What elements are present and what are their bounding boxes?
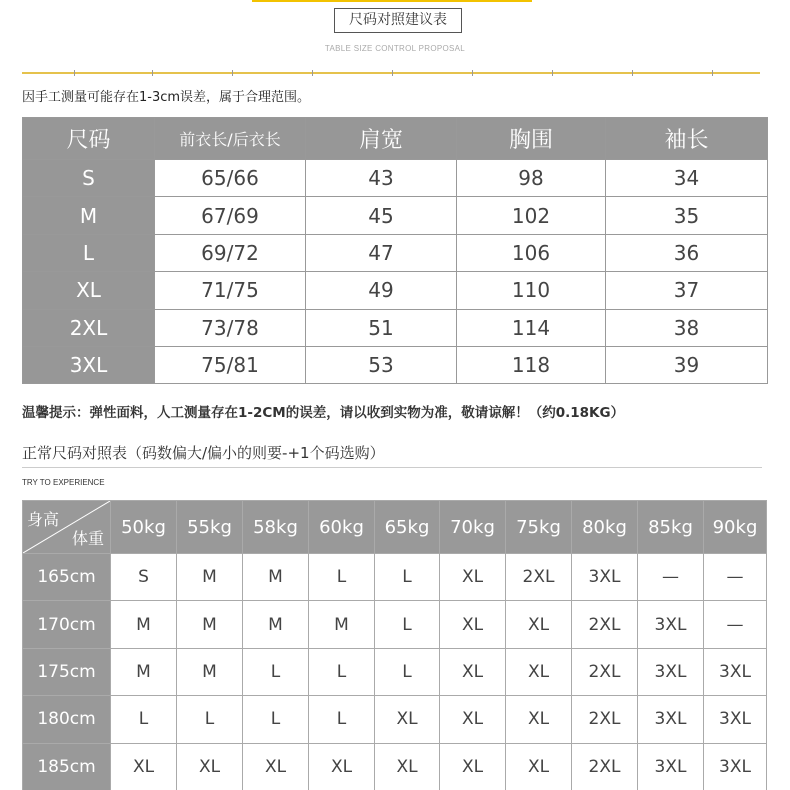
corner-weight-label: 体重: [71, 529, 104, 548]
warm-tip: 温馨提示：弹性面料，人工测量存在1-2CM的误差，请以收到实物为准，敬请谅解！（约0.18KG）: [22, 405, 625, 421]
recommended-size-cell: 3XL: [572, 554, 638, 601]
recommended-size-cell: L: [309, 696, 375, 743]
cell-chest: 110: [457, 272, 606, 309]
recommended-size-cell: S: [111, 554, 177, 601]
recommended-size-cell: XL: [506, 601, 572, 648]
table-row: [23, 197, 768, 234]
recommended-size-cell: XL: [375, 696, 440, 743]
recommended-size-cell: 2XL: [572, 648, 638, 695]
cell-size: XL: [23, 272, 155, 309]
try-label: TRY TO EXPERIENCE: [22, 478, 105, 487]
recommended-size-cell: M: [111, 601, 177, 648]
recommended-size-cell: XL: [440, 601, 506, 648]
measurement-note: 因手工测量可能存在1-3cm误差，属于合理范围。: [22, 90, 311, 105]
top-accent-line: [252, 0, 532, 2]
recommended-size-cell: 3XL: [638, 648, 704, 695]
cell-length: 75/81: [155, 346, 306, 383]
page-title: 尺码对照建议表: [334, 8, 462, 33]
header-length: 前衣长/后衣长: [155, 118, 306, 160]
recommendation-table: [22, 500, 767, 790]
size-table: [22, 117, 768, 384]
recommended-size-cell: 3XL: [704, 648, 767, 695]
recommended-size-cell: M: [111, 648, 177, 695]
recommended-size-cell: XL: [506, 743, 572, 790]
table-row: [23, 554, 767, 601]
section-divider: [22, 467, 762, 468]
cell-sleeve: 36: [606, 234, 768, 271]
recommended-size-cell: L: [375, 601, 440, 648]
cell-shoulder: 49: [306, 272, 457, 309]
cell-size: L: [23, 234, 155, 271]
recommended-size-cell: M: [177, 648, 243, 695]
recommended-size-cell: XL: [506, 648, 572, 695]
height-label: 180cm: [23, 696, 111, 743]
table-row: [23, 272, 768, 309]
cell-chest: 102: [457, 197, 606, 234]
recommended-size-cell: XL: [440, 648, 506, 695]
cell-length: 67/69: [155, 197, 306, 234]
recommended-size-cell: XL: [440, 554, 506, 601]
recommended-size-cell: 3XL: [704, 743, 767, 790]
table-row: [23, 601, 767, 648]
size-table-header: [23, 118, 768, 160]
table-row: [23, 648, 767, 695]
cell-size: 2XL: [23, 309, 155, 346]
page-subtitle: TABLE SIZE CONTROL PROPOSAL: [324, 44, 466, 53]
recommended-size-cell: L: [177, 696, 243, 743]
table-row: [23, 743, 767, 790]
cell-length: 71/75: [155, 272, 306, 309]
weight-header: 70kg: [440, 501, 506, 554]
recommended-size-cell: L: [309, 554, 375, 601]
cell-size: 3XL: [23, 346, 155, 383]
corner-cell: [23, 501, 111, 554]
recommended-size-cell: L: [243, 696, 309, 743]
recommended-size-cell: 3XL: [638, 743, 704, 790]
recommendation-header: [23, 501, 767, 554]
recommended-size-cell: 3XL: [704, 696, 767, 743]
height-label: 165cm: [23, 554, 111, 601]
recommended-size-cell: M: [177, 554, 243, 601]
recommended-size-cell: XL: [440, 696, 506, 743]
weight-header: 50kg: [111, 501, 177, 554]
recommended-size-cell: 3XL: [638, 601, 704, 648]
recommended-size-cell: M: [243, 601, 309, 648]
ruler-ticks: [22, 70, 760, 76]
cell-sleeve: 39: [606, 346, 768, 383]
cell-length: 65/66: [155, 160, 306, 197]
weight-header: 85kg: [638, 501, 704, 554]
recommended-size-cell: 2XL: [572, 743, 638, 790]
weight-header: 90kg: [704, 501, 767, 554]
recommended-size-cell: M: [243, 554, 309, 601]
cell-length: 73/78: [155, 309, 306, 346]
cell-size: S: [23, 160, 155, 197]
table-row: [23, 346, 768, 383]
table-row: [23, 696, 767, 743]
header-chest: 胸围: [457, 118, 606, 160]
cell-sleeve: 37: [606, 272, 768, 309]
cell-chest: 118: [457, 346, 606, 383]
weight-header: 58kg: [243, 501, 309, 554]
table-row: [23, 160, 768, 197]
cell-length: 69/72: [155, 234, 306, 271]
recommended-size-cell: XL: [309, 743, 375, 790]
cell-chest: 106: [457, 234, 606, 271]
header-size: 尺码: [23, 118, 155, 160]
recommended-size-cell: L: [375, 648, 440, 695]
normal-size-heading: 正常尺码对照表（码数偏大/偏小的则要-+1个码选购）: [22, 444, 385, 462]
recommended-size-cell: 2XL: [572, 696, 638, 743]
recommended-size-cell: L: [375, 554, 440, 601]
recommended-size-cell: M: [177, 601, 243, 648]
cell-sleeve: 35: [606, 197, 768, 234]
table-row: [23, 234, 768, 271]
corner-height-label: 身高: [27, 510, 60, 529]
height-label: 170cm: [23, 601, 111, 648]
cell-chest: 114: [457, 309, 606, 346]
weight-header: 60kg: [309, 501, 375, 554]
cell-shoulder: 53: [306, 346, 457, 383]
recommended-size-cell: 2XL: [572, 601, 638, 648]
cell-shoulder: 43: [306, 160, 457, 197]
weight-header: 65kg: [375, 501, 440, 554]
cell-shoulder: 45: [306, 197, 457, 234]
recommended-size-cell: XL: [177, 743, 243, 790]
recommended-size-cell: 2XL: [506, 554, 572, 601]
recommended-size-cell: L: [111, 696, 177, 743]
recommended-size-cell: XL: [375, 743, 440, 790]
recommended-size-cell: M: [309, 601, 375, 648]
cell-sleeve: 34: [606, 160, 768, 197]
recommended-size-cell: XL: [243, 743, 309, 790]
height-label: 175cm: [23, 648, 111, 695]
cell-sleeve: 38: [606, 309, 768, 346]
recommended-size-cell: XL: [440, 743, 506, 790]
weight-header: 80kg: [572, 501, 638, 554]
recommended-size-cell: —: [704, 554, 767, 601]
height-label: 185cm: [23, 743, 111, 790]
table-row: [23, 309, 768, 346]
recommended-size-cell: 3XL: [638, 696, 704, 743]
cell-shoulder: 51: [306, 309, 457, 346]
recommended-size-cell: L: [309, 648, 375, 695]
recommended-size-cell: XL: [111, 743, 177, 790]
cell-chest: 98: [457, 160, 606, 197]
recommended-size-cell: —: [638, 554, 704, 601]
recommended-size-cell: —: [704, 601, 767, 648]
recommended-size-cell: L: [243, 648, 309, 695]
cell-shoulder: 47: [306, 234, 457, 271]
header-sleeve: 袖长: [606, 118, 768, 160]
header-shoulder: 肩宽: [306, 118, 457, 160]
recommended-size-cell: XL: [506, 696, 572, 743]
weight-header: 55kg: [177, 501, 243, 554]
cell-size: M: [23, 197, 155, 234]
weight-header: 75kg: [506, 501, 572, 554]
